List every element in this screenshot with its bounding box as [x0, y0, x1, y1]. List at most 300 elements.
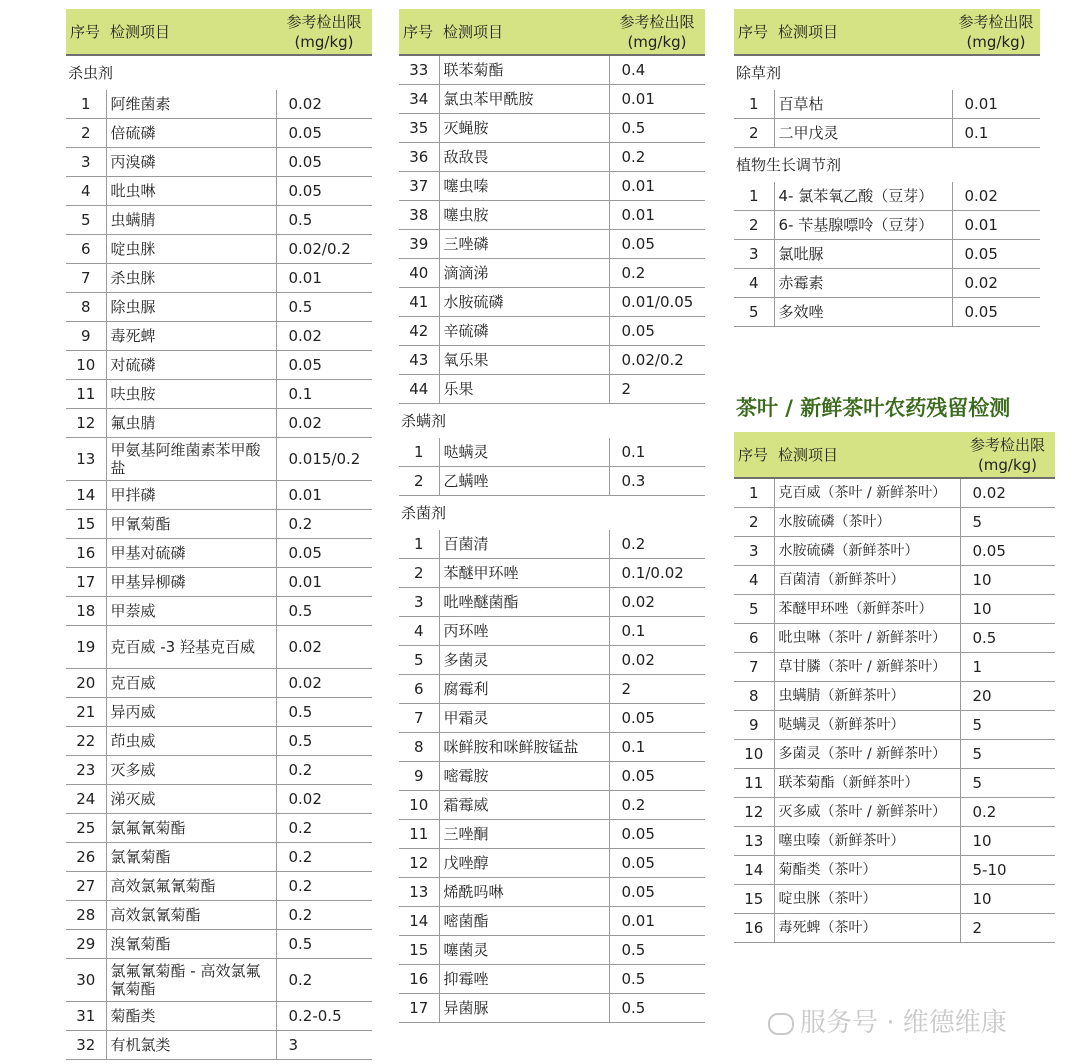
cell-limit: 10	[960, 827, 1055, 856]
cell-no: 36	[399, 143, 439, 172]
header-item: 检测项目	[774, 9, 952, 55]
table-row	[66, 351, 372, 380]
table-row	[734, 566, 1055, 595]
table-row	[399, 288, 705, 317]
cell-item: 水胺硫磷（茶叶）	[774, 508, 960, 537]
cell-limit: 0.02	[952, 182, 1040, 211]
cell-limit: 0.2	[276, 756, 372, 785]
cell-item: 多菌灵（茶叶 / 新鲜茶叶）	[774, 740, 960, 769]
header-no: 序号	[734, 432, 774, 478]
cell-limit: 0.2	[609, 259, 705, 288]
cell-limit: 5	[960, 508, 1055, 537]
cell-no: 5	[734, 595, 774, 624]
cell-item: 联苯菊酯	[439, 55, 609, 85]
cell-item: 氯吡脲	[774, 240, 952, 269]
cell-item: 高效氯氰菊酯	[106, 901, 276, 930]
cell-no: 11	[399, 820, 439, 849]
cell-item: 氯氟氰菊酯	[106, 814, 276, 843]
cell-no: 15	[66, 510, 106, 539]
cell-limit: 0.05	[609, 878, 705, 907]
cell-no: 1	[399, 438, 439, 467]
cell-no: 8	[66, 293, 106, 322]
cell-item: 6- 苄基腺嘌呤（豆芽）	[774, 211, 952, 240]
cell-item: 甲霜灵	[439, 704, 609, 733]
cell-limit: 0.01/0.05	[609, 288, 705, 317]
cell-item: 多菌灵	[439, 646, 609, 675]
cell-limit: 0.1	[952, 119, 1040, 148]
cell-no: 12	[734, 798, 774, 827]
table-row	[66, 756, 372, 785]
cell-limit: 10	[960, 566, 1055, 595]
cell-limit: 0.01	[609, 201, 705, 230]
cell-no: 6	[734, 624, 774, 653]
cell-limit: 0.5	[609, 114, 705, 143]
cell-no: 15	[399, 936, 439, 965]
table-row	[399, 114, 705, 143]
cell-item: 倍硫磷	[106, 119, 276, 148]
cell-limit: 0.5	[276, 293, 372, 322]
cell-item: 毒死蜱	[106, 322, 276, 351]
cell-no: 6	[399, 675, 439, 704]
cell-no: 5	[734, 298, 774, 327]
cell-item: 噻虫嗪	[439, 172, 609, 201]
cell-no: 25	[66, 814, 106, 843]
cell-item: 赤霉素	[774, 269, 952, 298]
table-row	[66, 539, 372, 568]
cell-item: 除虫脲	[106, 293, 276, 322]
cell-item: 毒死蜱（茶叶）	[774, 914, 960, 943]
cell-no: 35	[399, 114, 439, 143]
table-row	[399, 346, 705, 375]
cell-limit: 0.05	[960, 537, 1055, 566]
cell-limit: 0.3	[609, 467, 705, 496]
cell-no: 4	[66, 177, 106, 206]
cell-limit: 0.2	[276, 901, 372, 930]
table-row	[399, 733, 705, 762]
cell-no: 14	[399, 907, 439, 936]
cell-limit: 0.01	[952, 90, 1040, 119]
table-row	[66, 510, 372, 539]
table-row	[66, 409, 372, 438]
cell-limit: 0.02/0.2	[276, 235, 372, 264]
cell-limit: 0.1/0.02	[609, 559, 705, 588]
cell-limit: 0.5	[276, 727, 372, 756]
cell-item: 噻菌灵	[439, 936, 609, 965]
cell-item: 草甘膦（茶叶 / 新鲜茶叶）	[774, 653, 960, 682]
cell-item: 烯酰吗啉	[439, 878, 609, 907]
table-row	[399, 375, 705, 404]
table-row	[66, 597, 372, 626]
table-row	[734, 653, 1055, 682]
cell-item: 菊酯类（茶叶）	[774, 856, 960, 885]
cell-limit: 0.02	[276, 669, 372, 698]
cell-item: 百草枯	[774, 90, 952, 119]
cell-limit: 0.5	[276, 930, 372, 959]
table-row	[66, 698, 372, 727]
table-row	[399, 646, 705, 675]
table-row	[399, 675, 705, 704]
table-row	[734, 740, 1055, 769]
cell-item: 氟虫腈	[106, 409, 276, 438]
table-row	[734, 885, 1055, 914]
table-row	[399, 259, 705, 288]
table-row	[734, 90, 1040, 119]
cell-limit: 0.5	[276, 597, 372, 626]
cell-limit: 0.2	[276, 872, 372, 901]
cell-limit: 20	[960, 682, 1055, 711]
cell-limit: 10	[960, 885, 1055, 914]
cell-item: 丙溴磷	[106, 148, 276, 177]
header-limit: 参考检出限 (mg/kg)	[952, 9, 1040, 55]
table-row	[66, 481, 372, 510]
cell-no: 41	[399, 288, 439, 317]
table-row	[66, 148, 372, 177]
cell-item: 灭多威	[106, 756, 276, 785]
header-limit: 参考检出限 (mg/kg)	[276, 9, 372, 55]
cell-item: 噻虫胺	[439, 201, 609, 230]
table-row	[734, 711, 1055, 740]
table-row	[734, 914, 1055, 943]
cell-item: 滴滴涕	[439, 259, 609, 288]
section-title: 杀虫剂	[68, 64, 114, 82]
cell-no: 10	[399, 791, 439, 820]
cell-no: 14	[66, 481, 106, 510]
cell-no: 11	[66, 380, 106, 409]
table-row	[734, 798, 1055, 827]
tea-residue-table	[734, 432, 1055, 943]
cell-item: 克百威	[106, 669, 276, 698]
cell-item: 虫螨腈（新鲜茶叶）	[774, 682, 960, 711]
cell-limit: 0.2	[960, 798, 1055, 827]
table-row	[66, 626, 372, 669]
table-row	[399, 467, 705, 496]
watermark-text: 服务号 · 维德维康	[800, 1008, 1007, 1038]
cell-no: 16	[399, 965, 439, 994]
table-row	[399, 559, 705, 588]
cell-no: 17	[399, 994, 439, 1023]
cell-limit: 0.2	[609, 530, 705, 559]
cell-no: 7	[734, 653, 774, 682]
table-header-row	[734, 9, 1040, 55]
cell-item: 二甲戊灵	[774, 119, 952, 148]
cell-item: 乐果	[439, 375, 609, 404]
table-row	[399, 201, 705, 230]
cell-limit: 0.5	[960, 624, 1055, 653]
table-row	[66, 872, 372, 901]
table-row	[66, 785, 372, 814]
cell-no: 4	[734, 269, 774, 298]
cell-item: 甲基异柳磷	[106, 568, 276, 597]
table-row	[399, 907, 705, 936]
table-row	[734, 856, 1055, 885]
section-title: 植物生长调节剂	[736, 156, 842, 174]
cell-limit: 5-10	[960, 856, 1055, 885]
cell-no: 1	[66, 90, 106, 119]
table-row	[734, 682, 1055, 711]
cell-no: 12	[66, 409, 106, 438]
cell-no: 22	[66, 727, 106, 756]
cell-item: 百菌清	[439, 530, 609, 559]
cell-limit: 0.2	[609, 143, 705, 172]
table-row	[734, 182, 1040, 211]
header-no: 序号	[399, 9, 439, 55]
table-row	[66, 235, 372, 264]
cell-no: 6	[66, 235, 106, 264]
cell-limit: 1	[960, 653, 1055, 682]
table-row	[399, 994, 705, 1023]
table-body	[734, 90, 1040, 148]
cell-no: 3	[399, 588, 439, 617]
cell-item: 有机氯类	[106, 1031, 276, 1060]
table-row	[66, 843, 372, 872]
section-title: 杀菌剂	[401, 504, 447, 522]
table-row	[399, 849, 705, 878]
cell-item: 苯醚甲环唑	[439, 559, 609, 588]
cell-item: 啶虫脒（茶叶）	[774, 885, 960, 914]
cell-item: 茚虫威	[106, 727, 276, 756]
table-row	[399, 230, 705, 259]
cell-item: 阿维菌素	[106, 90, 276, 119]
header-limit: 参考检出限 (mg/kg)	[609, 9, 705, 55]
table-row	[399, 530, 705, 559]
cell-no: 29	[66, 930, 106, 959]
cell-limit: 0.5	[609, 936, 705, 965]
cell-no: 23	[66, 756, 106, 785]
cell-limit: 0.5	[609, 994, 705, 1023]
cell-item: 灭蝇胺	[439, 114, 609, 143]
table-row	[734, 478, 1055, 508]
cell-no: 20	[66, 669, 106, 698]
cell-no: 2	[399, 467, 439, 496]
cell-no: 7	[399, 704, 439, 733]
cell-item: 腐霉利	[439, 675, 609, 704]
cell-item: 苯醚甲环唑（新鲜茶叶）	[774, 595, 960, 624]
cell-item: 咪鲜胺和咪鲜胺锰盐	[439, 733, 609, 762]
table-row	[399, 936, 705, 965]
table-row	[399, 172, 705, 201]
cell-no: 39	[399, 230, 439, 259]
cell-item: 啶虫脒	[106, 235, 276, 264]
table-row	[399, 878, 705, 907]
cell-no: 24	[66, 785, 106, 814]
table-row	[66, 438, 372, 481]
cell-item: 灭多威（茶叶 / 新鲜茶叶）	[774, 798, 960, 827]
cell-item: 联苯菊酯（新鲜茶叶）	[774, 769, 960, 798]
cell-limit: 0.2	[276, 510, 372, 539]
cell-item: 克百威 -3 羟基克百威	[106, 626, 276, 669]
table-row	[399, 143, 705, 172]
cell-no: 3	[66, 148, 106, 177]
cell-item: 对硫磷	[106, 351, 276, 380]
cell-item: 呋虫胺	[106, 380, 276, 409]
cell-item: 三唑磷	[439, 230, 609, 259]
cell-no: 28	[66, 901, 106, 930]
cell-item: 4- 氯苯氧乙酸（豆芽）	[774, 182, 952, 211]
table-row	[399, 85, 705, 114]
cell-item: 霜霉威	[439, 791, 609, 820]
cell-limit: 0.02	[276, 626, 372, 669]
cell-item: 溴氰菊酯	[106, 930, 276, 959]
table-row	[66, 930, 372, 959]
cell-item: 嘧霉胺	[439, 762, 609, 791]
cell-limit: 5	[960, 769, 1055, 798]
table-row	[734, 624, 1055, 653]
pesticide-table-part2	[399, 9, 705, 1023]
cell-limit: 0.01	[276, 568, 372, 597]
cell-no: 16	[734, 914, 774, 943]
cell-limit: 0.1	[609, 617, 705, 646]
cell-no: 37	[399, 172, 439, 201]
cell-no: 5	[66, 206, 106, 235]
cell-no: 13	[734, 827, 774, 856]
cell-limit: 0.05	[952, 240, 1040, 269]
cell-no: 8	[734, 682, 774, 711]
cell-limit: 0.05	[276, 539, 372, 568]
herbicide-regulator-table	[734, 9, 1040, 327]
cell-limit: 0.1	[276, 380, 372, 409]
cell-item: 吡虫啉	[106, 177, 276, 206]
cell-limit: 0.05	[276, 351, 372, 380]
cell-limit: 0.2	[276, 814, 372, 843]
cell-limit: 0.05	[609, 317, 705, 346]
cell-no: 17	[66, 568, 106, 597]
cell-limit: 2	[960, 914, 1055, 943]
cell-no: 10	[734, 740, 774, 769]
cell-no: 14	[734, 856, 774, 885]
table-row	[66, 322, 372, 351]
table-row	[66, 177, 372, 206]
cell-item: 氯氟氰菊酯 - 高效氯氟氰菊酯	[106, 959, 276, 1002]
table-row	[734, 298, 1040, 327]
cell-no: 2	[734, 119, 774, 148]
cell-limit: 5	[960, 711, 1055, 740]
table-row	[66, 669, 372, 698]
insecticide-table-part1	[66, 9, 372, 1060]
cell-item: 抑霉唑	[439, 965, 609, 994]
table-row	[66, 568, 372, 597]
table-row	[399, 762, 705, 791]
table-row	[66, 293, 372, 322]
cell-no: 44	[399, 375, 439, 404]
cell-item: 三唑酮	[439, 820, 609, 849]
cell-limit: 0.02	[276, 322, 372, 351]
table-row	[399, 704, 705, 733]
cell-no: 9	[66, 322, 106, 351]
cell-no: 1	[734, 182, 774, 211]
header-item: 检测项目	[106, 9, 276, 55]
cell-limit: 0.05	[952, 298, 1040, 327]
cell-no: 2	[734, 508, 774, 537]
cell-item: 噻虫嗪（新鲜茶叶）	[774, 827, 960, 856]
cell-item: 百菌清（新鲜茶叶）	[774, 566, 960, 595]
table-header-row	[734, 432, 1055, 478]
table-row	[734, 119, 1040, 148]
cell-no: 2	[734, 211, 774, 240]
cell-limit: 0.02	[609, 646, 705, 675]
section-row	[734, 148, 1040, 183]
cell-no: 40	[399, 259, 439, 288]
cell-item: 哒螨灵（新鲜茶叶）	[774, 711, 960, 740]
section-title: 杀螨剂	[401, 412, 447, 430]
table-row	[399, 588, 705, 617]
cell-item: 甲萘威	[106, 597, 276, 626]
cell-no: 21	[66, 698, 106, 727]
cell-limit: 0.05	[609, 820, 705, 849]
cell-item: 丙环唑	[439, 617, 609, 646]
cell-item: 涕灭威	[106, 785, 276, 814]
cell-item: 吡虫啉（茶叶 / 新鲜茶叶）	[774, 624, 960, 653]
table-row	[66, 727, 372, 756]
cell-no: 2	[66, 119, 106, 148]
cell-no: 13	[66, 438, 106, 481]
table-row	[66, 901, 372, 930]
cell-no: 15	[734, 885, 774, 914]
table-row	[66, 90, 372, 119]
table-row	[399, 791, 705, 820]
table-row	[734, 769, 1055, 798]
cell-no: 18	[66, 597, 106, 626]
cell-limit: 0.05	[609, 230, 705, 259]
cell-no: 7	[66, 264, 106, 293]
cell-item: 吡唑醚菌酯	[439, 588, 609, 617]
header-no: 序号	[66, 9, 106, 55]
table-row	[66, 959, 372, 1002]
cell-item: 氯虫苯甲酰胺	[439, 85, 609, 114]
cell-limit: 0.01	[609, 907, 705, 936]
cell-limit: 0.05	[609, 704, 705, 733]
table-row	[66, 264, 372, 293]
table-body	[734, 478, 1055, 943]
cell-limit: 0.1	[609, 438, 705, 467]
cell-item: 哒螨灵	[439, 438, 609, 467]
cell-item: 氯氰菊酯	[106, 843, 276, 872]
table-row	[734, 537, 1055, 566]
cell-no: 27	[66, 872, 106, 901]
cell-item: 甲氰菊酯	[106, 510, 276, 539]
cell-item: 菊酯类	[106, 1002, 276, 1031]
cell-no: 4	[734, 566, 774, 595]
cell-no: 1	[734, 478, 774, 508]
section-row	[66, 55, 372, 90]
cell-item: 甲拌磷	[106, 481, 276, 510]
cell-limit: 0.4	[609, 55, 705, 85]
table-body	[66, 90, 372, 1060]
cell-limit: 0.2-0.5	[276, 1002, 372, 1031]
cell-limit: 0.5	[276, 206, 372, 235]
cell-limit: 0.2	[609, 791, 705, 820]
cell-limit: 0.2	[276, 959, 372, 1002]
cell-no: 43	[399, 346, 439, 375]
cell-item: 虫螨腈	[106, 206, 276, 235]
cell-no: 9	[734, 711, 774, 740]
cell-limit: 0.05	[276, 177, 372, 206]
cell-limit: 2	[609, 375, 705, 404]
cell-item: 异丙威	[106, 698, 276, 727]
table-body	[399, 438, 705, 496]
table-row	[66, 380, 372, 409]
table-header-row	[66, 9, 372, 55]
section-row	[734, 55, 1040, 90]
cell-item: 高效氯氟氰菊酯	[106, 872, 276, 901]
table-row	[734, 508, 1055, 537]
cell-item: 水胺硫磷（新鲜茶叶）	[774, 537, 960, 566]
table-row	[399, 617, 705, 646]
cell-limit: 0.05	[276, 148, 372, 177]
table-row	[399, 438, 705, 467]
cell-limit: 10	[960, 595, 1055, 624]
cell-item: 嘧菌酯	[439, 907, 609, 936]
cell-item: 辛硫磷	[439, 317, 609, 346]
